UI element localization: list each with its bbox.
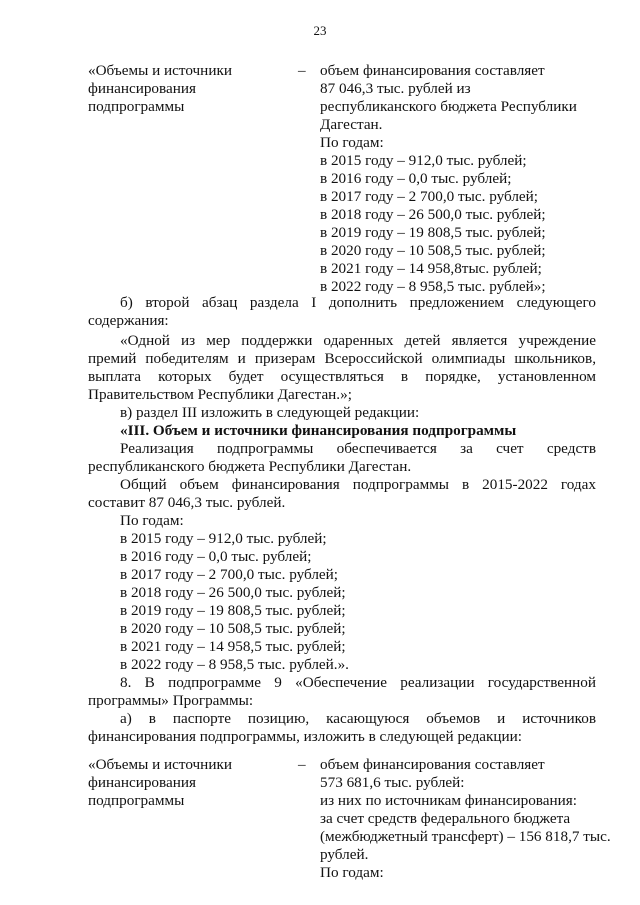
passport-value-line: в 2019 году – 19 808,5 тыс. рублей;	[320, 224, 546, 241]
realization-line-1: Реализация подпрограммы обеспечивается за счет средств	[120, 440, 596, 457]
item8-line-1: 8. В подпрограмме 9 «Обеспечение реализации государственной	[120, 674, 596, 691]
item8-line-2: программы» Программы:	[88, 692, 254, 709]
year-line: в 2022 году – 8 958,5 тыс. рублей.».	[120, 656, 349, 673]
passport-value-line: в 2018 году – 26 500,0 тыс. рублей;	[320, 206, 546, 223]
para-b-line-2: содержания:	[88, 312, 169, 329]
year-line: в 2017 году – 2 700,0 тыс. рублей;	[120, 566, 338, 583]
passport-value-line: республиканского бюджета Республики	[320, 98, 577, 115]
year-line: в 2018 году – 26 500,0 тыс. рублей;	[120, 584, 346, 601]
passport-value-line: По годам:	[320, 864, 384, 881]
passport-value-line: из них по источникам финансирования:	[320, 792, 577, 809]
passport-value-line: По годам:	[320, 134, 384, 151]
passport-value-line: в 2015 году – 912,0 тыс. рублей;	[320, 152, 527, 169]
year-line: в 2016 году – 0,0 тыс. рублей;	[120, 548, 312, 565]
passport-value-line: Дагестан.	[320, 116, 383, 133]
passport-value-line: в 2017 году – 2 700,0 тыс. рублей;	[320, 188, 538, 205]
para-b-line-1: б) второй абзац раздела I дополнить предложением следующего	[120, 294, 596, 311]
passport-label-line: подпрограммы	[88, 792, 185, 809]
by-years-label: По годам:	[120, 512, 184, 529]
passport-label-line: «Объемы и источники	[88, 756, 232, 773]
quote-line-3: выплата которых будет осуществляться в порядке, установленном	[88, 368, 596, 385]
passport-label-2	[88, 756, 278, 810]
passport-label-line: финансирования	[88, 774, 196, 791]
quote-line-2: премий победителям и призерам Всероссийской олимпиады школьников,	[88, 350, 596, 367]
year-line: в 2020 году – 10 508,5 тыс. рублей;	[120, 620, 346, 637]
passport-value-line: за счет средств федерального бюджета	[320, 810, 571, 827]
passport-value-line: в 2020 году – 10 508,5 тыс. рублей;	[320, 242, 546, 259]
total-line-1: Общий объем финансирования подпрограммы в 2015-2022 годах	[120, 476, 596, 493]
year-line: в 2019 году – 19 808,5 тыс. рублей;	[120, 602, 346, 619]
passport-value-line: в 2021 году – 14 958,8тыс. рублей;	[320, 260, 542, 277]
passport-value-line: рублей.	[320, 846, 369, 863]
quote-line-1: «Одной из мер поддержки одаренных детей является учреждение	[120, 332, 596, 349]
passport-value-line: 87 046,3 тыс. рублей из	[320, 80, 471, 97]
passport-dash: –	[298, 62, 306, 79]
passport-dash: –	[298, 756, 306, 773]
passport-value-line: объем финансирования составляет	[320, 62, 545, 79]
para-a-line-1: а) в паспорте позицию, касающуюся объемов и источников	[120, 710, 596, 727]
passport-value-line: (межбюджетный трансферт) – 156 818,7 тыс.	[320, 828, 611, 845]
section-title: «III. Объем и источники финансирования подпрограммы	[120, 422, 517, 439]
realization-line-2: республиканского бюджета Республики Дагестан.	[88, 458, 412, 475]
page-number: 23	[313, 23, 327, 38]
passport-label-line: «Объемы и источники	[88, 62, 232, 79]
passport-value-line: 573 681,6 тыс. рублей:	[320, 774, 465, 791]
passport-label-1	[88, 62, 278, 116]
total-line-2: составит 87 046,3 тыс. рублей.	[88, 494, 286, 511]
para-a-line-2: финансирования подпрограммы, изложить в следующей редакции:	[88, 728, 523, 745]
passport-value-line: объем финансирования составляет	[320, 756, 545, 773]
passport-value-line: в 2022 году – 8 958,5 тыс. рублей»;	[320, 278, 546, 295]
para-v: в) раздел III изложить в следующей редакции:	[120, 404, 420, 421]
passport-value-2	[320, 756, 611, 882]
passport-value-line: в 2016 году – 0,0 тыс. рублей;	[320, 170, 512, 187]
passport-label-line: подпрограммы	[88, 98, 185, 115]
year-line: в 2021 году – 14 958,5 тыс. рублей;	[120, 638, 346, 655]
quote-line-4: Правительством Республики Дагестан.»;	[88, 386, 352, 403]
passport-label-line: финансирования	[88, 80, 196, 97]
passport-value-1	[320, 62, 590, 296]
year-line: в 2015 году – 912,0 тыс. рублей;	[120, 530, 327, 547]
